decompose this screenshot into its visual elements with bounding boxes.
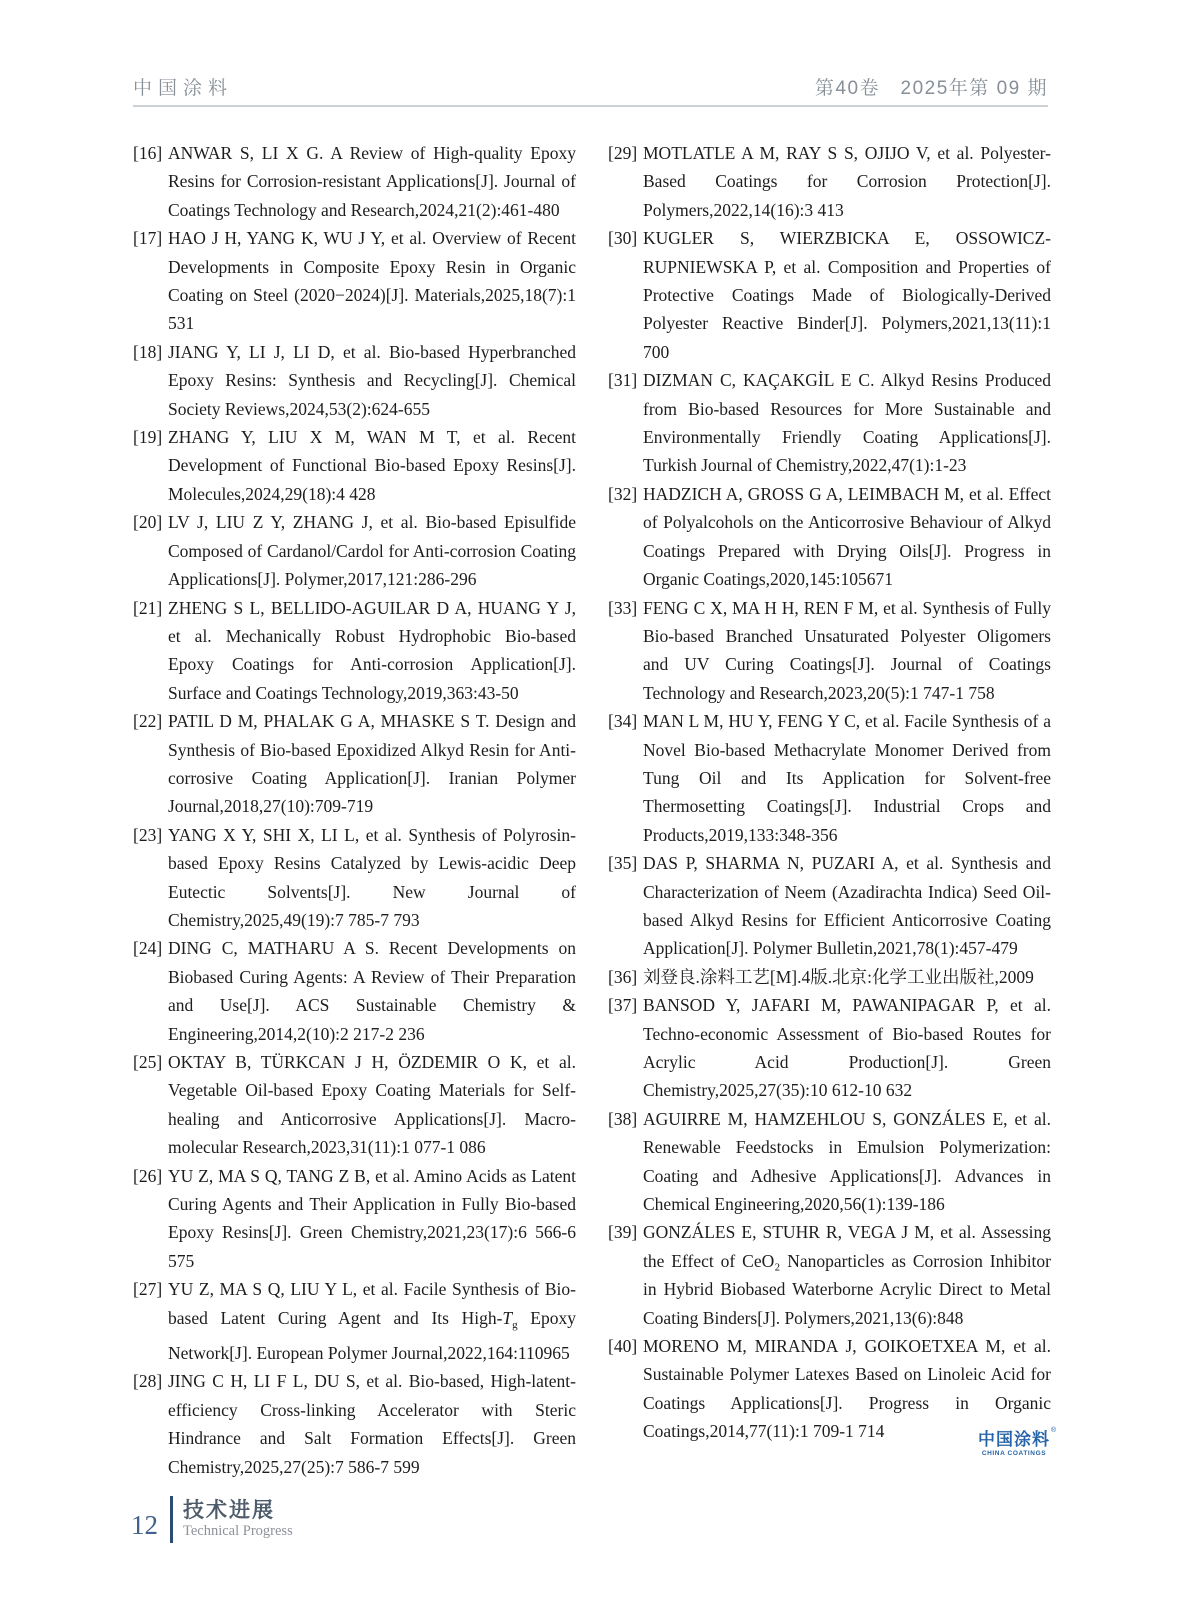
reference-text: HADZICH A, GROSS G A, LEIMBACH M, et al. Effect of Polyalcohols on the Anticorrosive Behaviour of Alkyd Coatings Prepared with Drying Oils[J]. Progress in Organic Coatings,2020,145:105671	[643, 483, 1051, 590]
reference-number: [22]	[133, 711, 163, 732]
header-divider	[133, 105, 1048, 107]
reference-text: HAO J H, YANG K, WU J Y, et al. Overview of Recent Developments in Composite Epoxy Resin in Organic Coating on Steel (2020−2024)[J]. Materials,2025,18(7):1 531	[168, 228, 576, 334]
reference-text: PATIL D M, PHALAK G A, MHASKE S T. Design and Synthesis of Bio-based Epoxidized Alkyd Resin for Anti-corrosive Coating Application[J]. Iranian Polymer Journal,2018,27(10):709-719	[168, 711, 576, 817]
reference-text: DIZMAN C, KAÇAKGİL E C. Alkyd Resins Produced from Bio-based Resources for More Sustainable and Environmentally Friendly Coating Applications[J]. Turkish Journal of Chemistry,2022,47(1):1-23	[643, 370, 1051, 476]
reference-number: [32]	[608, 483, 638, 504]
reference-text: LV J, LIU Z Y, ZHANG J, et al. Bio-based Episulfide Composed of Cardanol/Cardol for Anti-corrosion Coating Applications[J]. Polymer,2017,121:286-296	[168, 512, 576, 590]
reference-number: [19]	[133, 427, 163, 448]
reference-item	[608, 1332, 1057, 1449]
section-title-cn: 技术进展	[183, 1498, 275, 1522]
reference-item	[608, 849, 1051, 963]
footer-section	[183, 1499, 293, 1541]
logo-en-text: CHINA COATINGS	[981, 1450, 1047, 1457]
reference-number: [27]	[133, 1279, 163, 1300]
reference-text: ZHANG Y, LIU X M, WAN M T, et al. Recent Development of Functional Bio-based Epoxy Resins[J]. Molecules,2024,29(18):4 428	[168, 427, 576, 504]
reference-text: YU Z, MA S Q, LIU Y L, et al. Facile Synthesis of Bio-based Latent Curing Agent and Its High-$T_g$ Epoxy Network[J]. European Polymer Journal,2022,164:110965	[168, 1279, 576, 1364]
reference-item	[133, 508, 576, 593]
reference-number: [28]	[133, 1371, 163, 1392]
reference-item	[608, 594, 1051, 708]
reference-text: ZHENG S L, BELLIDO-AGUILAR D A, HUANG Y J, et al. Mechanically Robust Hydrophobic Bio-based Epoxy Coatings for Anti-corrosion Application[J]. Surface and Coatings Technology,2019,363:43-50	[168, 597, 576, 703]
reference-text: MAN L M, HU Y, FENG Y C, et al. Facile Synthesis of a Novel Bio-based Methacrylate Monomer Derived from Tung Oil and Its Application for Solvent-free Thermosetting Coatings[J]. Industrial Crops and Products,2019,133:348-356	[643, 711, 1051, 845]
reference-text: MORENO M, MIRANDA J, GOIKOETXEA M, et al. Sustainable Polymer Latexes Based on Linoleic Acid for Coatings Applications[J]. Progress in Organic Coatings,2014,77(11):1 709-1 714	[643, 1336, 1051, 1442]
reference-number: [37]	[608, 995, 638, 1016]
reference-number: [25]	[133, 1052, 163, 1072]
reference-number: [34]	[608, 711, 638, 732]
reference-text: KUGLER S, WIERZBICKA E, OSSOWICZ-RUPNIEWSKA P, et al. Composition and Properties of Protective Coatings Made of Biologically-Derived Polyester Reactive Binder[J]. Polymers,2021,13(11):1 700	[643, 228, 1051, 362]
reference-number: [16]	[133, 143, 163, 163]
reference-number: [30]	[608, 228, 638, 249]
reference-item	[608, 224, 1051, 366]
reference-item	[133, 1275, 576, 1367]
reference-item	[133, 338, 576, 423]
reference-number: [39]	[608, 1222, 638, 1243]
references-column-left	[133, 139, 576, 1481]
reference-item	[133, 1162, 576, 1276]
reference-text: FENG C X, MA H H, REN F M, et al. Synthesis of Fully Bio-based Branched Unsaturated Polyester Oligomers and UV Curing Coatings[J]. Journal of Coatings Technology and Research,2023,20(5):1 747-1 758	[643, 597, 1051, 703]
reference-number: [26]	[133, 1165, 163, 1186]
reference-number: [23]	[133, 824, 163, 845]
reference-item	[133, 139, 576, 224]
section-title-en: Technical Progress	[183, 1522, 293, 1539]
reference-number: [31]	[608, 370, 638, 391]
reference-item	[608, 1105, 1051, 1219]
reference-text: AGUIRRE M, HAMZEHLOU S, GONZÁLES E, et al. Renewable Feedstocks in Emulsion Polymerization: Coating and Adhesive Applications[J]. Advances in Chemical Engineering,2020,56(1):139-186	[643, 1108, 1051, 1215]
reference-item	[133, 707, 576, 821]
reference-item	[608, 480, 1051, 594]
reference-text: YU Z, MA S Q, TANG Z B, et al. Amino Acids as Latent Curing Agents and Their Application in Fully Bio-based Epoxy Resins[J]. Green Chemistry,2021,23(17):6 566-6 575	[168, 1165, 576, 1271]
reference-text: GONZÁLES E, STUHR R, VEGA J M, et al. Assessing the Effect of CeO₂ Nanoparticles as Corrosion Inhibitor in Hybrid Biobased Waterborne Acrylic Direct to Metal Coating Binders[J]. Polymers,2021,13(6):848	[643, 1222, 1051, 1328]
reference-number: [24]	[133, 938, 163, 959]
reference-text: DAS P, SHARMA N, PUZARI A, et al. Synthesis and Characterization of Neem (Azadirachta Indica) Seed Oil-based Alkyd Resins for Efficient Anticorrosive Coating Application[J]. Polymer Bulletin,2021,78(1):457-479	[643, 853, 1051, 959]
reference-text: BANSOD Y, JAFARI M, PAWANIPAGAR P, et al. Techno-economic Assessment of Bio-based Routes for Acrylic Acid Production[J]. Green Chemistry,2025,27(35):10 612-10 632	[643, 995, 1051, 1101]
reference-text: YANG X Y, SHI X, LI L, et al. Synthesis of Polyrosin-based Epoxy Resins Catalyzed by Lewis-acidic Deep Eutectic Solvents[J]. New Journal of Chemistry,2025,49(19):7 785-7 793	[168, 824, 576, 930]
reference-item	[608, 139, 1051, 224]
reference-item	[133, 821, 576, 935]
reference-item	[608, 366, 1051, 480]
reference-item	[608, 1218, 1051, 1332]
page-header	[133, 74, 1048, 100]
reference-text: JING C H, LI F L, DU S, et al. Bio-based, High-latent-efficiency Cross-linking Accelerator with Steric Hindrance and Salt Formation Effects[J]. Green Chemistry,2025,27(25):7 586-7 599	[168, 1371, 576, 1477]
reference-item	[608, 707, 1051, 849]
volume-issue-label: 第40卷 2025年第 09 期	[814, 78, 1048, 99]
reference-text: 刘登良.涂料工艺[M].4版.北京:化学工业出版社,2009	[643, 966, 1034, 987]
reference-item	[133, 934, 576, 1048]
reference-number: [33]	[608, 597, 638, 618]
references-column-right	[608, 139, 1057, 1449]
reference-text: JIANG Y, LI J, LI D, et al. Bio-based Hyperbranched Epoxy Resins: Synthesis and Recycling[J]. Chemical Society Reviews,2024,53(2):624-655	[168, 341, 576, 419]
reference-text: MOTLATLE A M, RAY S S, OJIJO V, et al. Polyester-Based Coatings for Corrosion Protection[J]. Polymers,2022,14(16):3 413	[643, 143, 1051, 220]
reference-item	[133, 1048, 576, 1162]
reference-number: [17]	[133, 228, 163, 249]
page-footer	[131, 1496, 293, 1543]
reference-text: DING C, MATHARU A S. Recent Developments on Biobased Curing Agents: A Review of Their Preparation and Use[J]. ACS Sustainable Chemistry & Engineering,2014,2(10):2 217-2 236	[168, 938, 576, 1044]
reference-number: [20]	[133, 512, 163, 533]
reference-number: [40]	[608, 1336, 638, 1357]
reference-number: [35]	[608, 853, 638, 874]
reference-item	[133, 594, 576, 708]
reference-number: [36]	[608, 966, 638, 987]
reference-number: [18]	[133, 341, 163, 362]
reference-number: [38]	[608, 1108, 638, 1129]
page-number: 12	[131, 1510, 158, 1540]
footer-divider-bar	[170, 1496, 173, 1543]
reference-item	[133, 224, 576, 338]
reference-text: OKTAY B, TÜRKCAN J H, ÖZDEMIR O K, et al. Vegetable Oil-based Epoxy Coating Materials for Self-healing and Anticorrosive Applications[J]. Macro-molecular Research,2023,31(11):1 077-1 086	[168, 1052, 576, 1158]
reference-number: [29]	[608, 143, 638, 163]
china-coatings-logo	[978, 1427, 1057, 1458]
reference-item	[608, 991, 1051, 1105]
journal-title: 中国涂料	[133, 78, 234, 99]
logo-cn-text: 中国涂料 ®	[978, 1427, 1057, 1449]
reference-item	[133, 423, 576, 508]
reference-number: [21]	[133, 597, 163, 618]
registered-mark: ®	[1050, 1427, 1057, 1434]
reference-item	[133, 1367, 576, 1481]
reference-item	[608, 963, 1051, 991]
reference-text: ANWAR S, LI X G. A Review of High-quality Epoxy Resins for Corrosion-resistant Applications[J]. Journal of Coatings Technology and Research,2024,21(2):461-480	[168, 143, 576, 220]
